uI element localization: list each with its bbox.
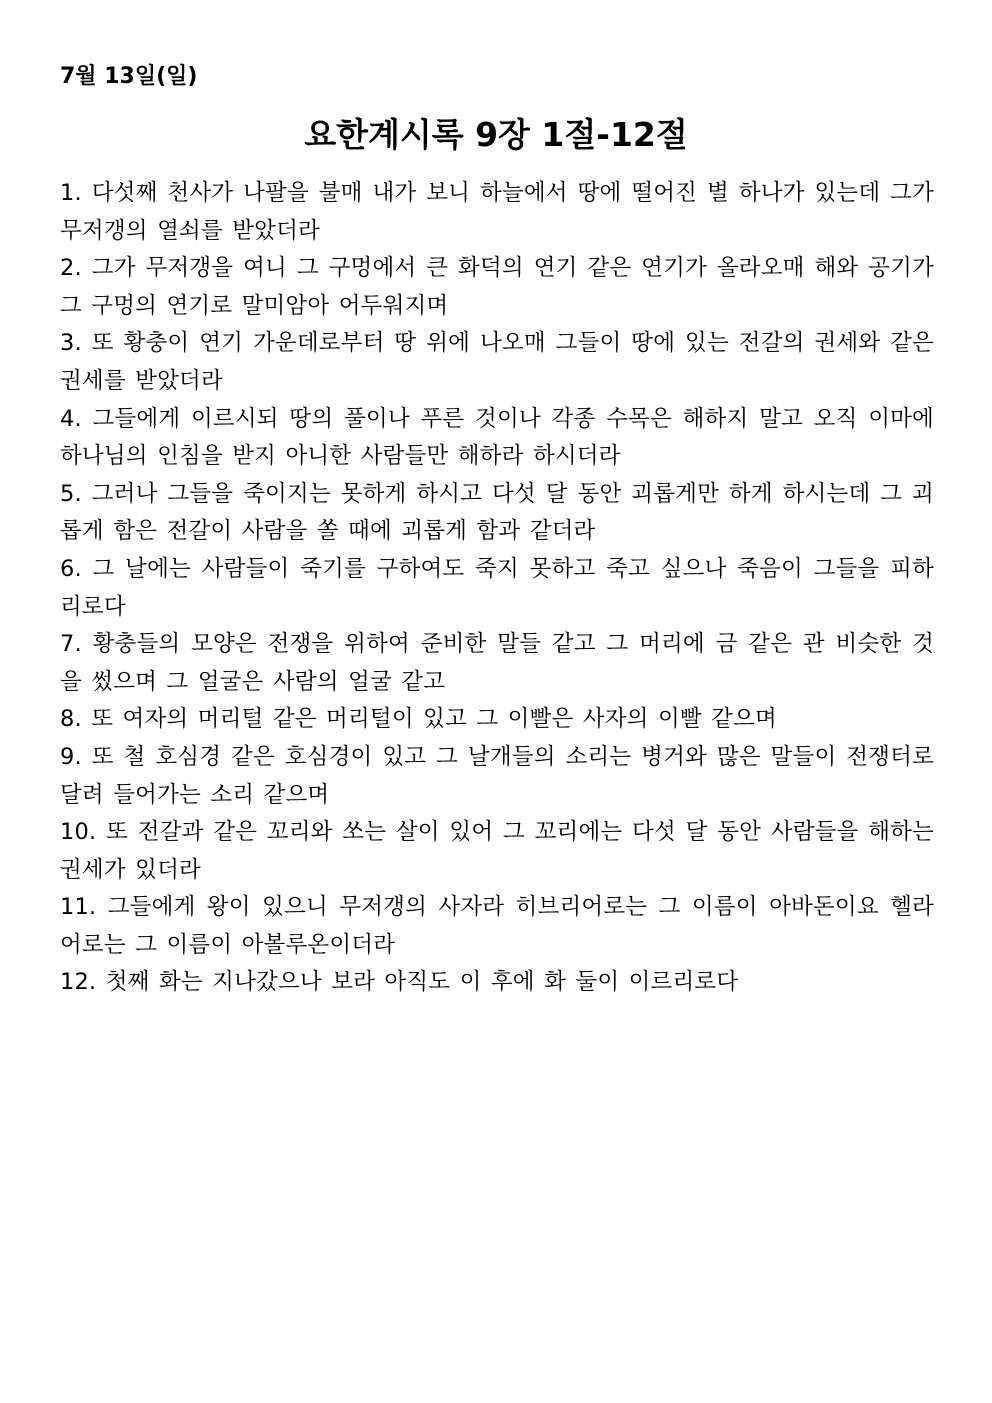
verse-9: 9. 또 철 호심경 같은 호심경이 있고 그 날개들의 소리는 병거와 많은 말들이 전쟁터로 달려 들어가는 소리 같으며 xyxy=(60,743,934,808)
verse-4: 4. 그들에게 이르시되 땅의 풀이나 푸른 것이나 각종 수목은 해하지 말고 오직 이마에 하나님의 인침을 받지 아니한 사람들만 해하라 하시더라 xyxy=(60,405,934,470)
verse-list xyxy=(60,175,934,1002)
verse-2: 2. 그가 무저갱을 여니 그 구멍에서 큰 화덕의 연기 같은 연기가 올라오매 해와 공기가 그 구멍의 연기로 말미암아 어두워지며 xyxy=(60,255,934,319)
verse-8: 8. 또 여자의 머리털 같은 머리털이 있고 그 이빨은 사자의 이빨 같으며 xyxy=(60,706,777,733)
verse-5: 5. 그러나 그들을 죽이지는 못하게 하시고 다섯 달 동안 괴롭게만 하게 하시는데 그 괴롭게 함은 전갈이 사람을 쏠 때에 괴롭게 함과 같더라 xyxy=(60,480,934,545)
verse-1: 1. 다섯째 천사가 나팔을 불매 내가 보니 하늘에서 땅에 떨어진 별 하나가 있는데 그가 무저갱의 열쇠를 받았더라 xyxy=(60,180,934,244)
page-title: 요한계시록 9장 1절-12절 xyxy=(304,115,688,154)
date-heading: 7월 13일(일) xyxy=(60,64,198,89)
verse-3: 3. 또 황충이 연기 가운데로부터 땅 위에 나오매 그들이 땅에 있는 전갈의 권세와 같은 권세를 받았더라 xyxy=(60,330,934,394)
verse-11: 11. 그들에게 왕이 있으니 무저갱의 사자라 히브리어로는 그 이름이 아바돈이요 헬라어로는 그 이름이 아볼루온이더라 xyxy=(60,894,934,958)
verse-12: 12. 첫째 화는 지나갔으나 보라 아직도 이 후에 화 둘이 이르리로다 xyxy=(60,969,739,996)
verse-7: 7. 황충들의 모양은 전쟁을 위하여 준비한 말들 같고 그 머리에 금 같은 관 비슷한 것을 썼으며 그 얼굴은 사람의 얼굴 같고 xyxy=(60,631,934,695)
verse-10: 10. 또 전갈과 같은 꼬리와 쏘는 살이 있어 그 꼬리에는 다섯 달 동안 사람들을 해하는 권세가 있더라 xyxy=(60,819,934,883)
verse-6: 6. 그 날에는 사람들이 죽기를 구하여도 죽지 못하고 죽고 싶으나 죽음이 그들을 피하리로다 xyxy=(60,555,934,620)
